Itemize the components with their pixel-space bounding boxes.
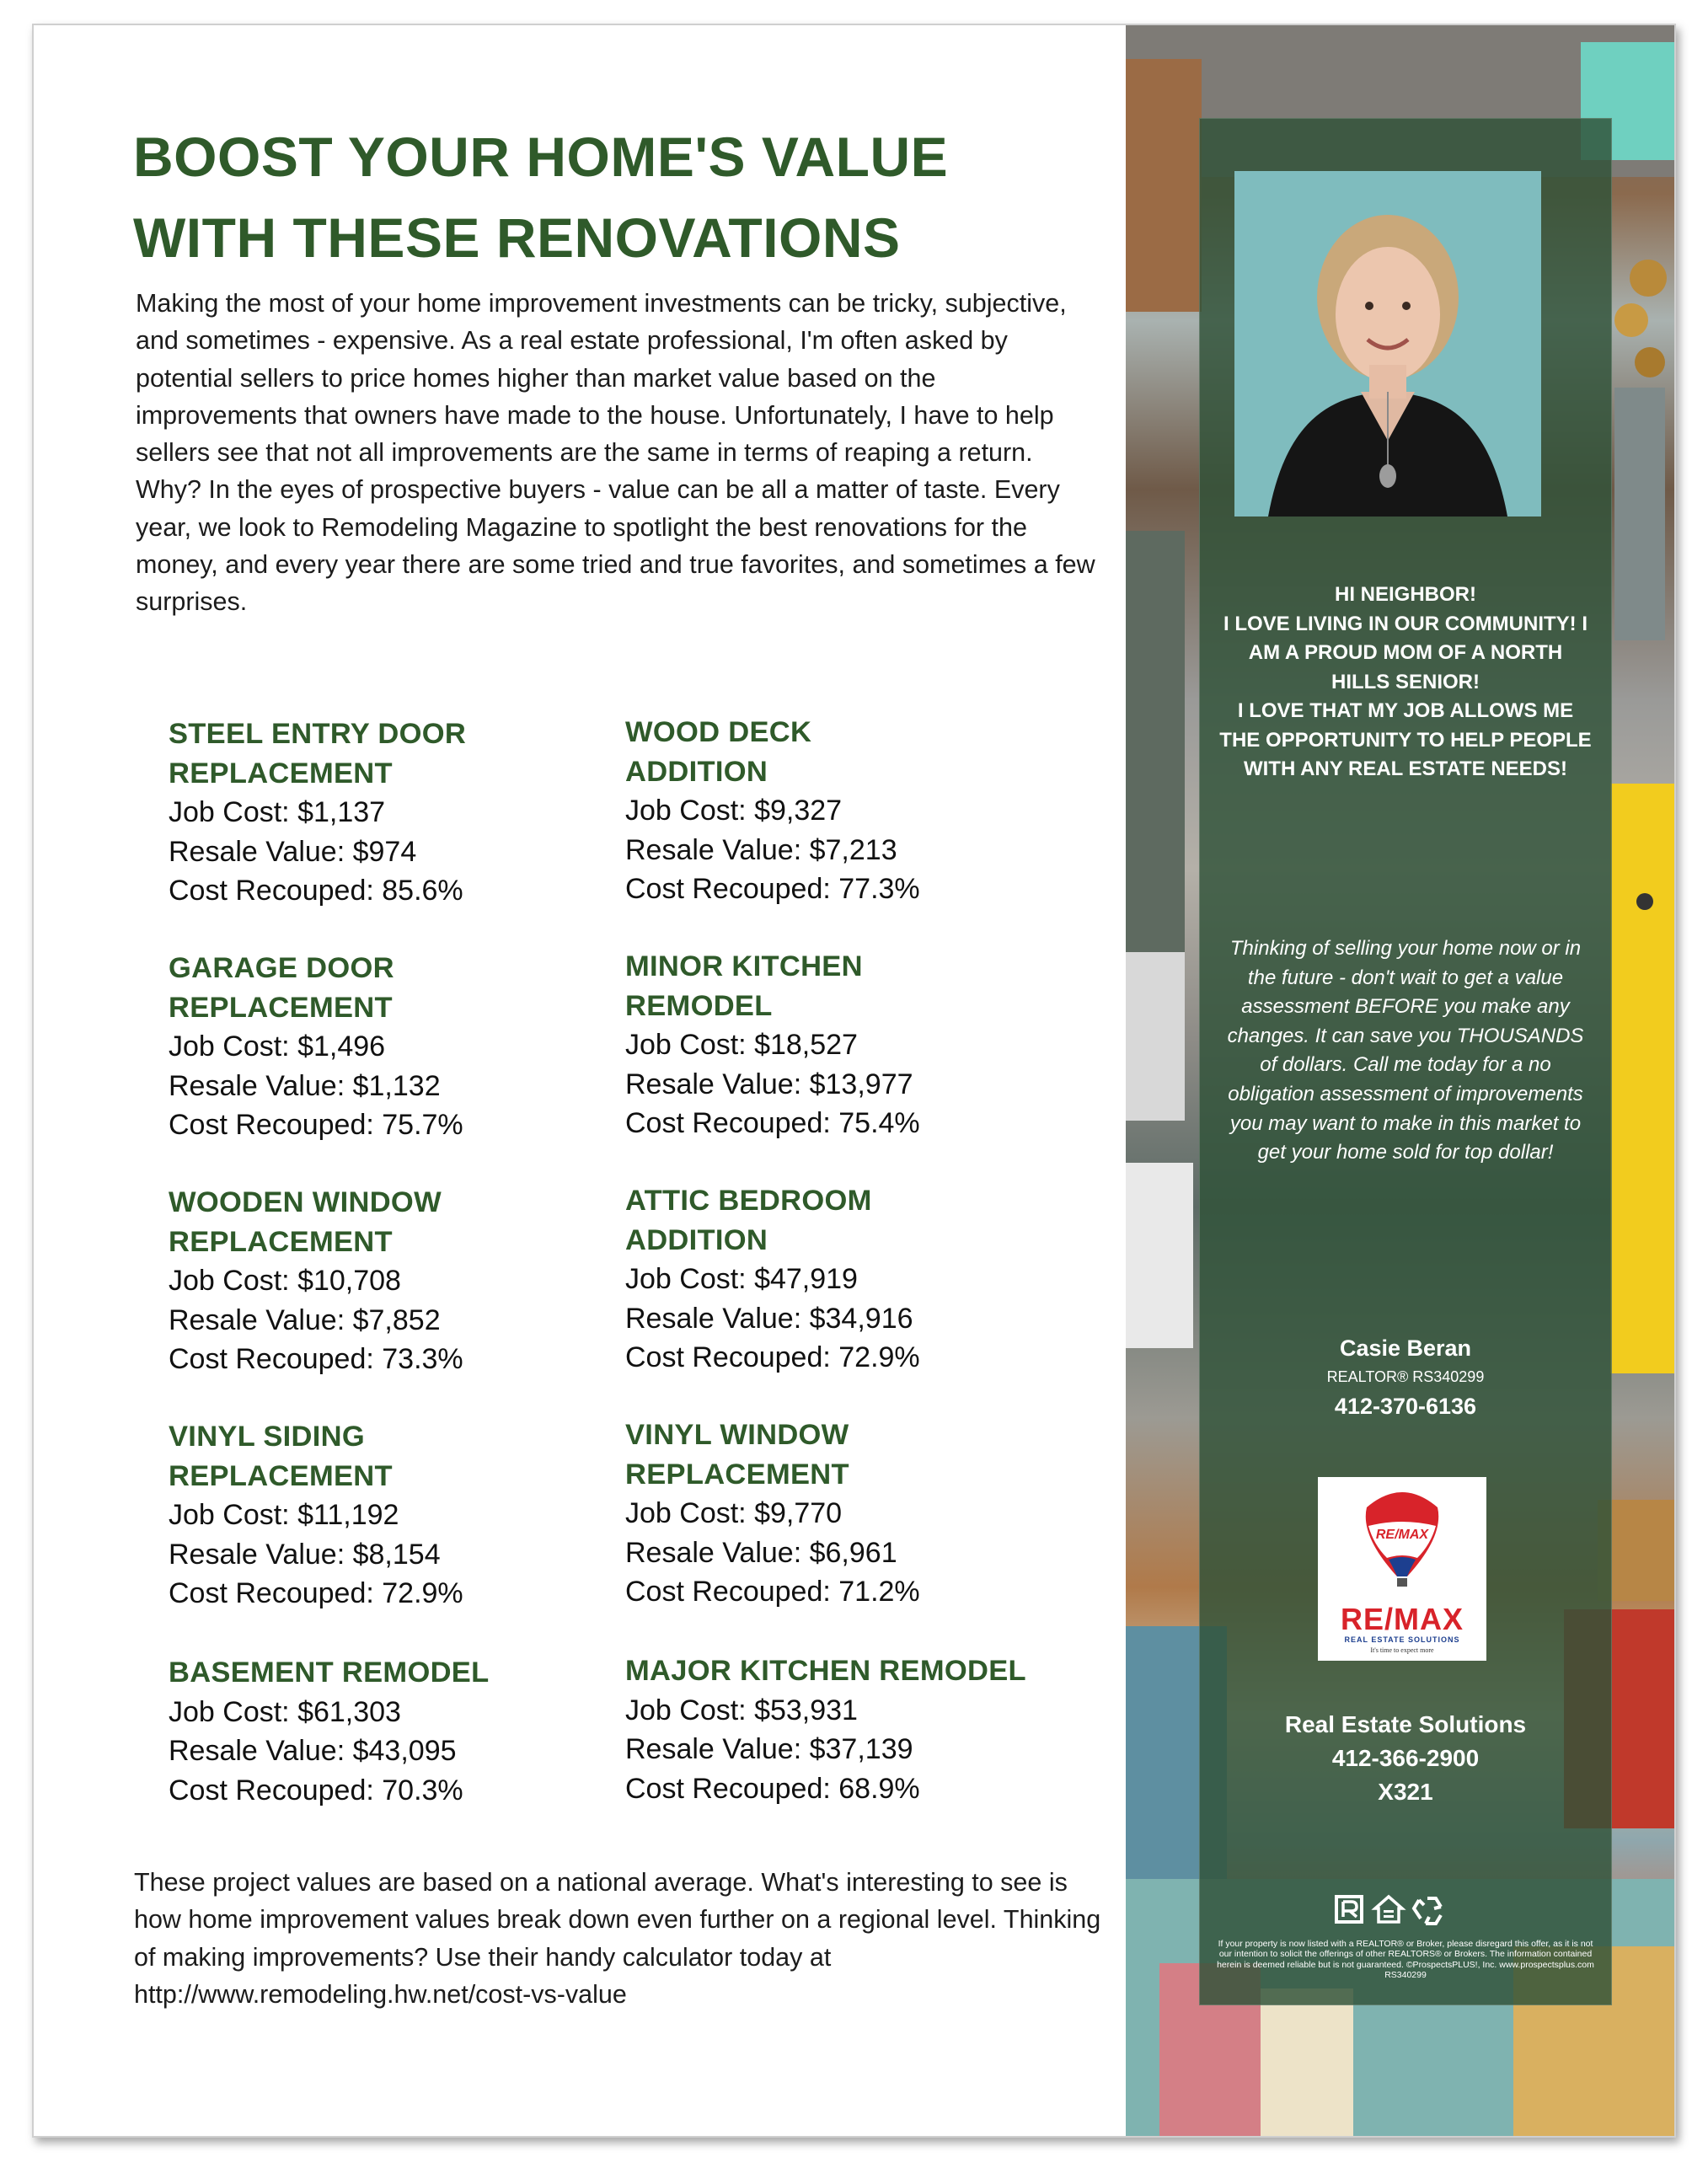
project-card bbox=[169, 1653, 624, 1810]
project-grid bbox=[169, 715, 1112, 1810]
project-cost-recouped: Cost Recouped: 73.3% bbox=[169, 1343, 463, 1375]
balloon-label: RE/MAX bbox=[1375, 1528, 1429, 1542]
project-resale-value: Resale Value: $43,095 bbox=[169, 1735, 457, 1767]
agent-photo bbox=[1234, 171, 1541, 517]
agent-greeting: HI NEIGHBOR! I LOVE LIVING IN OUR COMMUNITY! I AM A PROUD MOM OF A NORTH HILLS SENIOR! I LOVE THAT MY JOB ALLOWS ME THE OPPORTUNITY TO HELP PEOPLE WITH ANY REAL ESTATE NEEDS! bbox=[1219, 583, 1592, 780]
project-title: MINOR KITCHEN REMODEL bbox=[625, 950, 863, 1022]
recycle-icon bbox=[1414, 1898, 1441, 1924]
compliance-icons bbox=[1326, 1893, 1486, 1927]
intro-paragraph: Making the most of your home improvement investments can be tricky, subjective, and sometimes - expensive. As a real estate professional, I'm often asked by potential sellers to price homes higher than market value based on the improvements that owners have made to the house. Unfortunately, I have to help sellers see that not all improvements are the same in terms of reaping a return. Why? In the eyes of prospective buyers - value can be all a matter of taste. Every year, we look to Remodeling Magazine to spotlight the best renovations for the money, and every year there are some tried and true favorites, and sometimes a few surprises. bbox=[136, 289, 1095, 617]
project-card bbox=[625, 713, 1080, 909]
project-card bbox=[625, 947, 1080, 1143]
project-card bbox=[169, 1183, 624, 1379]
project-resale-value: Resale Value: $7,852 bbox=[169, 1303, 441, 1336]
office-extension: X321 bbox=[1378, 1779, 1433, 1805]
agent-panel bbox=[1199, 118, 1612, 2005]
remax-tagline: It's time to expect more bbox=[1370, 1646, 1434, 1654]
project-resale-value: Resale Value: $6,961 bbox=[625, 1536, 897, 1569]
office-phone: 412-366-2900 bbox=[1331, 1745, 1480, 1771]
project-job-cost: Job Cost: $10,708 bbox=[169, 1265, 401, 1297]
equal-housing-icon bbox=[1375, 1897, 1402, 1922]
agent-license: REALTOR® RS340299 bbox=[1326, 1368, 1485, 1385]
article-column bbox=[34, 25, 1126, 2136]
project-resale-value: Resale Value: $1,132 bbox=[169, 1069, 441, 1102]
project-cost-recouped: Cost Recouped: 71.2% bbox=[625, 1576, 920, 1608]
project-title: MAJOR KITCHEN REMODEL bbox=[625, 1655, 1026, 1687]
project-cost-recouped: Cost Recouped: 77.3% bbox=[625, 873, 920, 905]
compliance-icons-art bbox=[1326, 1893, 1486, 1927]
project-cost-recouped: Cost Recouped: 70.3% bbox=[169, 1774, 463, 1806]
headline-line-2: WITH THESE RENOVATIONS bbox=[133, 206, 901, 269]
project-title: BASEMENT REMODEL bbox=[169, 1657, 490, 1689]
project-title: VINYL SIDING REPLACEMENT bbox=[169, 1421, 393, 1492]
project-title: WOOD DECK ADDITION bbox=[625, 716, 812, 788]
remax-wordmark: RE/MAX bbox=[1340, 1602, 1464, 1636]
project-cost-recouped: Cost Recouped: 72.9% bbox=[625, 1341, 920, 1373]
agent-pitch: Thinking of selling your home now or in the future - don't wait to get a value assessment BEFORE you make any changes. It can save you THOUSANDS of dollars. Call me today for a no obligation assessment of improvements you may want to make in this market to get your home sold for top dollar! bbox=[1227, 937, 1584, 1164]
project-resale-value: Resale Value: $8,154 bbox=[169, 1538, 441, 1571]
remax-logo bbox=[1318, 1477, 1486, 1661]
project-card bbox=[169, 715, 624, 911]
project-card bbox=[625, 1181, 1080, 1378]
project-title: GARAGE DOOR REPLACEMENT bbox=[169, 952, 394, 1024]
project-job-cost: Job Cost: $18,527 bbox=[625, 1029, 858, 1061]
project-resale-value: Resale Value: $974 bbox=[169, 835, 417, 868]
project-cost-recouped: Cost Recouped: 85.6% bbox=[169, 875, 463, 907]
project-title: ATTIC BEDROOM ADDITION bbox=[625, 1185, 872, 1256]
office-name: Real Estate Solutions bbox=[1284, 1711, 1527, 1737]
project-job-cost: Job Cost: $53,931 bbox=[625, 1694, 858, 1726]
project-cost-recouped: Cost Recouped: 75.4% bbox=[625, 1107, 920, 1139]
agent-phone: 412-370-6136 bbox=[1334, 1394, 1477, 1419]
project-job-cost: Job Cost: $1,496 bbox=[169, 1030, 386, 1062]
agent-sidebar bbox=[1126, 25, 1674, 2136]
project-card bbox=[169, 1417, 624, 1614]
project-job-cost: Job Cost: $9,770 bbox=[625, 1497, 843, 1529]
flyer-page bbox=[32, 24, 1676, 2138]
project-resale-value: Resale Value: $34,916 bbox=[625, 1302, 913, 1335]
project-card bbox=[625, 1651, 1080, 1808]
project-job-cost: Job Cost: $9,327 bbox=[625, 795, 843, 827]
project-resale-value: Resale Value: $13,977 bbox=[625, 1068, 913, 1100]
headline-line-1: BOOST YOUR HOME'S VALUE bbox=[133, 126, 949, 188]
project-resale-value: Resale Value: $37,139 bbox=[625, 1733, 913, 1765]
project-job-cost: Job Cost: $11,192 bbox=[169, 1499, 399, 1531]
project-cost-recouped: Cost Recouped: 75.7% bbox=[169, 1109, 463, 1141]
legal-disclaimer: If your property is now listed with a REALTOR® or Broker, please disregard this offer, as it is not our intention to solicit the offerings of other REALTORS® or Brokers. The information contained herein is deemed reliable but is not guaranteed. ©ProspectsPLUS!, Inc. www.prospectsplus.com RS340299 bbox=[1217, 1939, 1594, 1981]
project-resale-value: Resale Value: $7,213 bbox=[625, 833, 897, 866]
remax-subtitle: REAL ESTATE SOLUTIONS bbox=[1344, 1635, 1460, 1644]
project-title: WOODEN WINDOW REPLACEMENT bbox=[169, 1186, 442, 1258]
project-cost-recouped: Cost Recouped: 68.9% bbox=[625, 1772, 920, 1805]
project-cost-recouped: Cost Recouped: 72.9% bbox=[169, 1577, 463, 1609]
project-job-cost: Job Cost: $1,137 bbox=[169, 796, 386, 828]
project-card bbox=[169, 949, 624, 1145]
agent-name: Casie Beran bbox=[1339, 1335, 1472, 1361]
agent-portrait-illustration bbox=[1234, 171, 1541, 517]
project-job-cost: Job Cost: $47,919 bbox=[625, 1263, 858, 1295]
outro-paragraph: These project values are based on a national average. What's interesting to see is how home improvement values break down even further on a regional level. Thinking of making improvements? Use their handy calculator today at http://www.remodeling.hw.net/cost-vs-value bbox=[134, 1868, 1101, 2009]
project-title: STEEL ENTRY DOOR REPLACEMENT bbox=[169, 718, 467, 789]
realtor-r-icon bbox=[1336, 1897, 1362, 1922]
project-card bbox=[625, 1416, 1080, 1612]
headline bbox=[133, 116, 1077, 278]
project-title: VINYL WINDOW REPLACEMENT bbox=[625, 1419, 849, 1491]
project-job-cost: Job Cost: $61,303 bbox=[169, 1695, 401, 1728]
